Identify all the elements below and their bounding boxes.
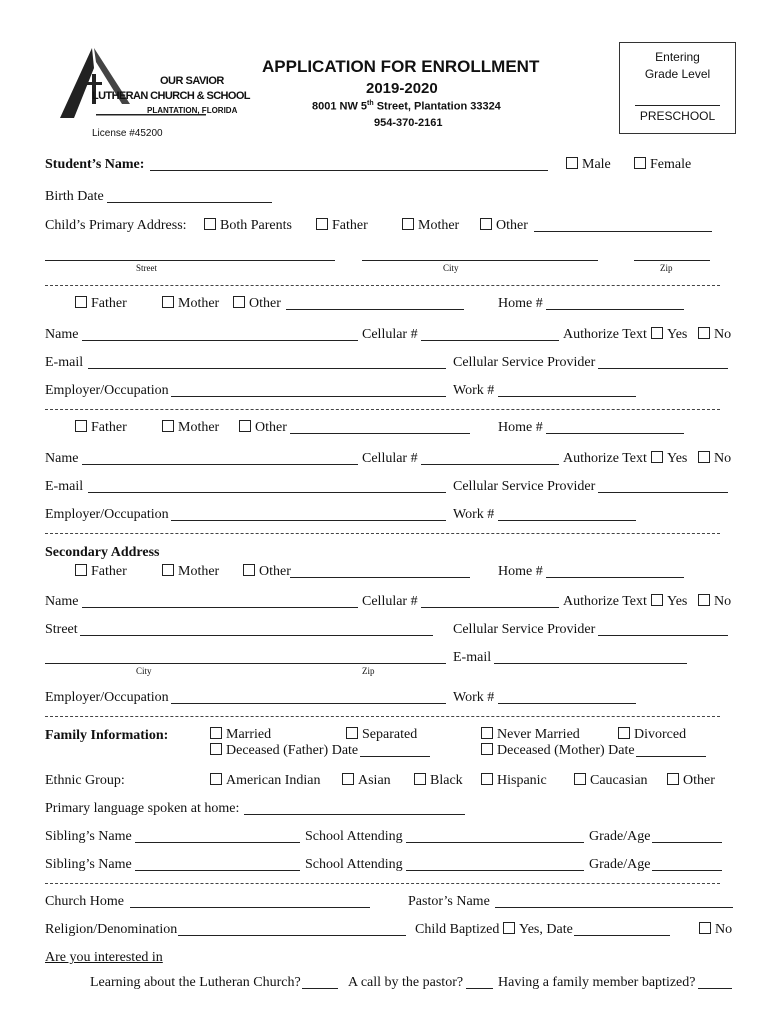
- p2-mother[interactable]: Mother: [162, 420, 219, 436]
- p2-employer-label: Employer/Occupation: [45, 507, 169, 522]
- sec-other[interactable]: Other: [243, 564, 291, 580]
- language-label: Primary language spoken at home:: [45, 801, 240, 816]
- checkbox[interactable]: [210, 743, 222, 755]
- checkbox[interactable]: [481, 773, 493, 785]
- sec-email-field[interactable]: [494, 663, 687, 664]
- interest-q1-label: Learning about the Lutheran Church?: [90, 975, 301, 990]
- deceased-mother-date-field[interactable]: [636, 756, 706, 757]
- grade-level-box: [619, 42, 736, 134]
- checkbox[interactable]: [414, 773, 426, 785]
- female-option[interactable]: Female: [634, 157, 691, 173]
- p2-cell-label: Cellular #: [362, 451, 418, 466]
- sec-provider-label: Cellular Service Provider: [453, 622, 596, 637]
- secondary-address-title: Secondary Address: [45, 545, 160, 560]
- interest-title: Are you interested in: [45, 950, 163, 965]
- p2-employer-field[interactable]: [171, 520, 446, 521]
- female-checkbox[interactable]: [634, 157, 646, 169]
- p1-mother[interactable]: Mother: [162, 296, 219, 312]
- separated-option[interactable]: Separated: [346, 727, 417, 743]
- primary-father[interactable]: Father: [316, 218, 368, 234]
- grade-level-value[interactable]: PRESCHOOL: [639, 109, 716, 123]
- divider: [45, 533, 720, 534]
- p1-other[interactable]: Other: [233, 296, 281, 312]
- ethnic-other[interactable]: Other: [667, 773, 715, 789]
- p1-father[interactable]: Father: [75, 296, 127, 312]
- p1-authorize-yes[interactable]: Yes: [651, 327, 687, 343]
- p1-name-field[interactable]: [82, 340, 358, 341]
- church-home-label: Church Home: [45, 894, 124, 909]
- ethnic-hispanic[interactable]: Hispanic: [481, 773, 547, 789]
- checkbox[interactable]: [402, 218, 414, 230]
- primary-mother[interactable]: Mother: [402, 218, 459, 234]
- street-caption: Street: [136, 263, 157, 273]
- child-baptized-label: Child Baptized: [415, 922, 500, 937]
- divorced-option[interactable]: Divorced: [618, 727, 686, 743]
- sibling1-grade-label: Grade/Age: [589, 829, 651, 844]
- grade-box-line2: Grade Level: [644, 67, 711, 81]
- p2-provider-label: Cellular Service Provider: [453, 479, 596, 494]
- p1-employer-label: Employer/Occupation: [45, 383, 169, 398]
- sec-work-label: Work #: [453, 690, 495, 705]
- married-option[interactable]: Married: [210, 727, 271, 743]
- language-field[interactable]: [244, 814, 465, 815]
- checkbox[interactable]: [481, 743, 493, 755]
- p2-authorize-no[interactable]: No: [698, 451, 731, 467]
- checkbox[interactable]: [651, 327, 663, 339]
- checkbox[interactable]: [75, 296, 87, 308]
- checkbox[interactable]: [239, 420, 251, 432]
- sec-zip-caption: Zip: [362, 666, 375, 676]
- sec-home-label: Home #: [498, 564, 543, 579]
- sec-name-label: Name: [45, 594, 79, 609]
- checkbox[interactable]: [346, 727, 358, 739]
- sibling2-grade-label: Grade/Age: [589, 857, 651, 872]
- checkbox[interactable]: [503, 922, 515, 934]
- checkbox[interactable]: [210, 727, 222, 739]
- p1-provider-label: Cellular Service Provider: [453, 355, 596, 370]
- p1-home-label: Home #: [498, 296, 543, 311]
- primary-other[interactable]: Other: [480, 218, 528, 234]
- sibling2-name-field[interactable]: [135, 870, 300, 871]
- deceased-father-option[interactable]: Deceased (Father) Date: [210, 743, 358, 759]
- p1-work-label: Work #: [453, 383, 495, 398]
- city-caption: City: [443, 263, 459, 273]
- baptized-no-option[interactable]: No: [699, 922, 732, 938]
- p2-work-field[interactable]: [498, 520, 636, 521]
- logo-line-1: OUR SAVIOR: [160, 75, 224, 87]
- p2-name-field[interactable]: [82, 464, 358, 465]
- birth-date-field[interactable]: [107, 202, 272, 203]
- sibling1-name-label: Sibling’s Name: [45, 829, 132, 844]
- sec-employer-label: Employer/Occupation: [45, 690, 169, 705]
- checkbox[interactable]: [162, 564, 174, 576]
- school-address: 8001 NW 5th Street, Plantation 33324: [312, 100, 501, 113]
- p1-provider-field[interactable]: [598, 368, 728, 369]
- logo-line-3: PLANTATION, FLORIDA: [147, 106, 238, 115]
- male-option[interactable]: Male: [566, 157, 611, 173]
- sec-authorize-no[interactable]: No: [698, 594, 731, 610]
- sec-street-field[interactable]: [80, 635, 433, 636]
- zip-caption: Zip: [660, 263, 673, 273]
- p1-name-label: Name: [45, 327, 79, 342]
- p2-name-label: Name: [45, 451, 79, 466]
- p2-home-field[interactable]: [546, 433, 684, 434]
- never-married-option[interactable]: Never Married: [481, 727, 580, 743]
- interest-q3-label: Having a family member baptized?: [498, 975, 696, 990]
- birth-date-label: Birth Date: [45, 189, 104, 204]
- checkbox[interactable]: [316, 218, 328, 230]
- checkbox[interactable]: [698, 594, 710, 606]
- sec-authorize-label: Authorize Text: [563, 594, 647, 609]
- checkbox[interactable]: [204, 218, 216, 230]
- p2-work-label: Work #: [453, 507, 495, 522]
- primary-other-field[interactable]: [534, 231, 712, 232]
- checkbox[interactable]: [162, 420, 174, 432]
- church-home-field[interactable]: [130, 907, 370, 908]
- interest-q3-field[interactable]: [698, 988, 732, 989]
- sibling1-name-field[interactable]: [135, 842, 300, 843]
- checkbox[interactable]: [162, 296, 174, 308]
- school-year: 2019-2020: [366, 80, 438, 97]
- p2-father[interactable]: Father: [75, 420, 127, 436]
- p1-cell-field[interactable]: [421, 340, 559, 341]
- interest-q1-field[interactable]: [302, 988, 338, 989]
- p2-authorize-yes[interactable]: Yes: [651, 451, 687, 467]
- divider: [45, 883, 720, 884]
- p1-authorize-no[interactable]: No: [698, 327, 731, 343]
- deceased-father-date-field[interactable]: [360, 756, 430, 757]
- ethnic-black[interactable]: Black: [414, 773, 463, 789]
- p1-cell-label: Cellular #: [362, 327, 418, 342]
- p2-provider-field[interactable]: [598, 492, 728, 493]
- p1-other-field[interactable]: [286, 309, 464, 310]
- checkbox[interactable]: [342, 773, 354, 785]
- sibling2-grade-field[interactable]: [652, 870, 722, 871]
- sec-employer-field[interactable]: [171, 703, 446, 704]
- checkbox[interactable]: [233, 296, 245, 308]
- sec-cell-label: Cellular #: [362, 594, 418, 609]
- grade-box-line1: Entering: [655, 50, 700, 64]
- interest-q2-field[interactable]: [466, 988, 493, 989]
- ethnic-asian[interactable]: Asian: [342, 773, 391, 789]
- sec-provider-field[interactable]: [598, 635, 728, 636]
- ethnic-group-label: Ethnic Group:: [45, 773, 125, 788]
- checkbox[interactable]: [698, 451, 710, 463]
- sec-father[interactable]: Father: [75, 564, 127, 580]
- religion-label: Religion/Denomination: [45, 922, 178, 937]
- checkbox[interactable]: [651, 594, 663, 606]
- p2-email-label: E-mail: [45, 479, 84, 494]
- primary-zip-field[interactable]: [634, 260, 710, 261]
- primary-street-field[interactable]: [45, 260, 335, 261]
- p1-authorize-label: Authorize Text: [563, 327, 647, 342]
- logo-line-2: LUTHERAN CHURCH & SCHOOL: [92, 90, 250, 102]
- checkbox[interactable]: [651, 451, 663, 463]
- form-title: APPLICATION FOR ENROLLMENT: [262, 57, 540, 76]
- student-name-label: Student’s Name:: [45, 157, 145, 172]
- ethnic-american-indian[interactable]: American Indian: [210, 773, 320, 789]
- male-checkbox[interactable]: [566, 157, 578, 169]
- checkbox[interactable]: [75, 564, 87, 576]
- sibling2-school-field[interactable]: [406, 870, 584, 871]
- pastor-name-field[interactable]: [495, 907, 733, 908]
- checkbox[interactable]: [480, 218, 492, 230]
- baptized-yes-option[interactable]: Yes, Date: [503, 922, 573, 938]
- checkbox[interactable]: [618, 727, 630, 739]
- divider: [45, 409, 720, 410]
- license-number: License #45200: [92, 128, 163, 139]
- p2-other-field[interactable]: [290, 433, 470, 434]
- sec-home-field[interactable]: [546, 577, 684, 578]
- primary-city-field[interactable]: [362, 260, 598, 261]
- checkbox[interactable]: [574, 773, 586, 785]
- sec-city-zip-field[interactable]: [45, 663, 446, 664]
- checkbox[interactable]: [75, 420, 87, 432]
- sec-cell-field[interactable]: [421, 607, 559, 608]
- sibling1-grade-field[interactable]: [652, 842, 722, 843]
- checkbox[interactable]: [667, 773, 679, 785]
- p2-home-label: Home #: [498, 420, 543, 435]
- p1-home-field[interactable]: [546, 309, 684, 310]
- checkbox[interactable]: [210, 773, 222, 785]
- checkbox[interactable]: [481, 727, 493, 739]
- family-info-label: Family Information:: [45, 728, 169, 743]
- sec-city-caption: City: [136, 666, 152, 676]
- primary-address-label: Child’s Primary Address:: [45, 218, 187, 233]
- interest-q2-label: A call by the pastor?: [348, 975, 464, 990]
- sec-mother[interactable]: Mother: [162, 564, 219, 580]
- p1-work-field[interactable]: [498, 396, 636, 397]
- sibling1-school-field[interactable]: [406, 842, 584, 843]
- sibling2-name-label: Sibling’s Name: [45, 857, 132, 872]
- checkbox[interactable]: [699, 922, 711, 934]
- p1-employer-field[interactable]: [171, 396, 446, 397]
- sec-street-label: Street: [45, 622, 78, 637]
- pastor-name-label: Pastor’s Name: [408, 894, 490, 909]
- p1-email-label: E-mail: [45, 355, 84, 370]
- sec-other-field[interactable]: [290, 577, 470, 578]
- checkbox[interactable]: [698, 327, 710, 339]
- sibling2-school-label: School Attending: [305, 857, 403, 872]
- religion-field[interactable]: [178, 935, 406, 936]
- checkbox[interactable]: [243, 564, 255, 576]
- sec-email-label: E-mail: [453, 650, 492, 665]
- p2-authorize-label: Authorize Text: [563, 451, 647, 466]
- sec-name-field[interactable]: [82, 607, 358, 608]
- p1-email-field[interactable]: [88, 368, 446, 369]
- primary-both-parents[interactable]: Both Parents: [204, 218, 292, 234]
- p2-cell-field[interactable]: [421, 464, 559, 465]
- p2-other[interactable]: Other: [239, 420, 287, 436]
- divider: [45, 285, 720, 286]
- student-name-field[interactable]: [150, 170, 548, 171]
- sec-work-field[interactable]: [498, 703, 636, 704]
- divider: [45, 716, 720, 717]
- baptized-date-field[interactable]: [574, 935, 670, 936]
- ethnic-caucasian[interactable]: Caucasian: [574, 773, 648, 789]
- deceased-mother-option[interactable]: Deceased (Mother) Date: [481, 743, 635, 759]
- school-phone: 954-370-2161: [374, 117, 443, 129]
- sibling1-school-label: School Attending: [305, 829, 403, 844]
- p2-email-field[interactable]: [88, 492, 446, 493]
- sec-authorize-yes[interactable]: Yes: [651, 594, 687, 610]
